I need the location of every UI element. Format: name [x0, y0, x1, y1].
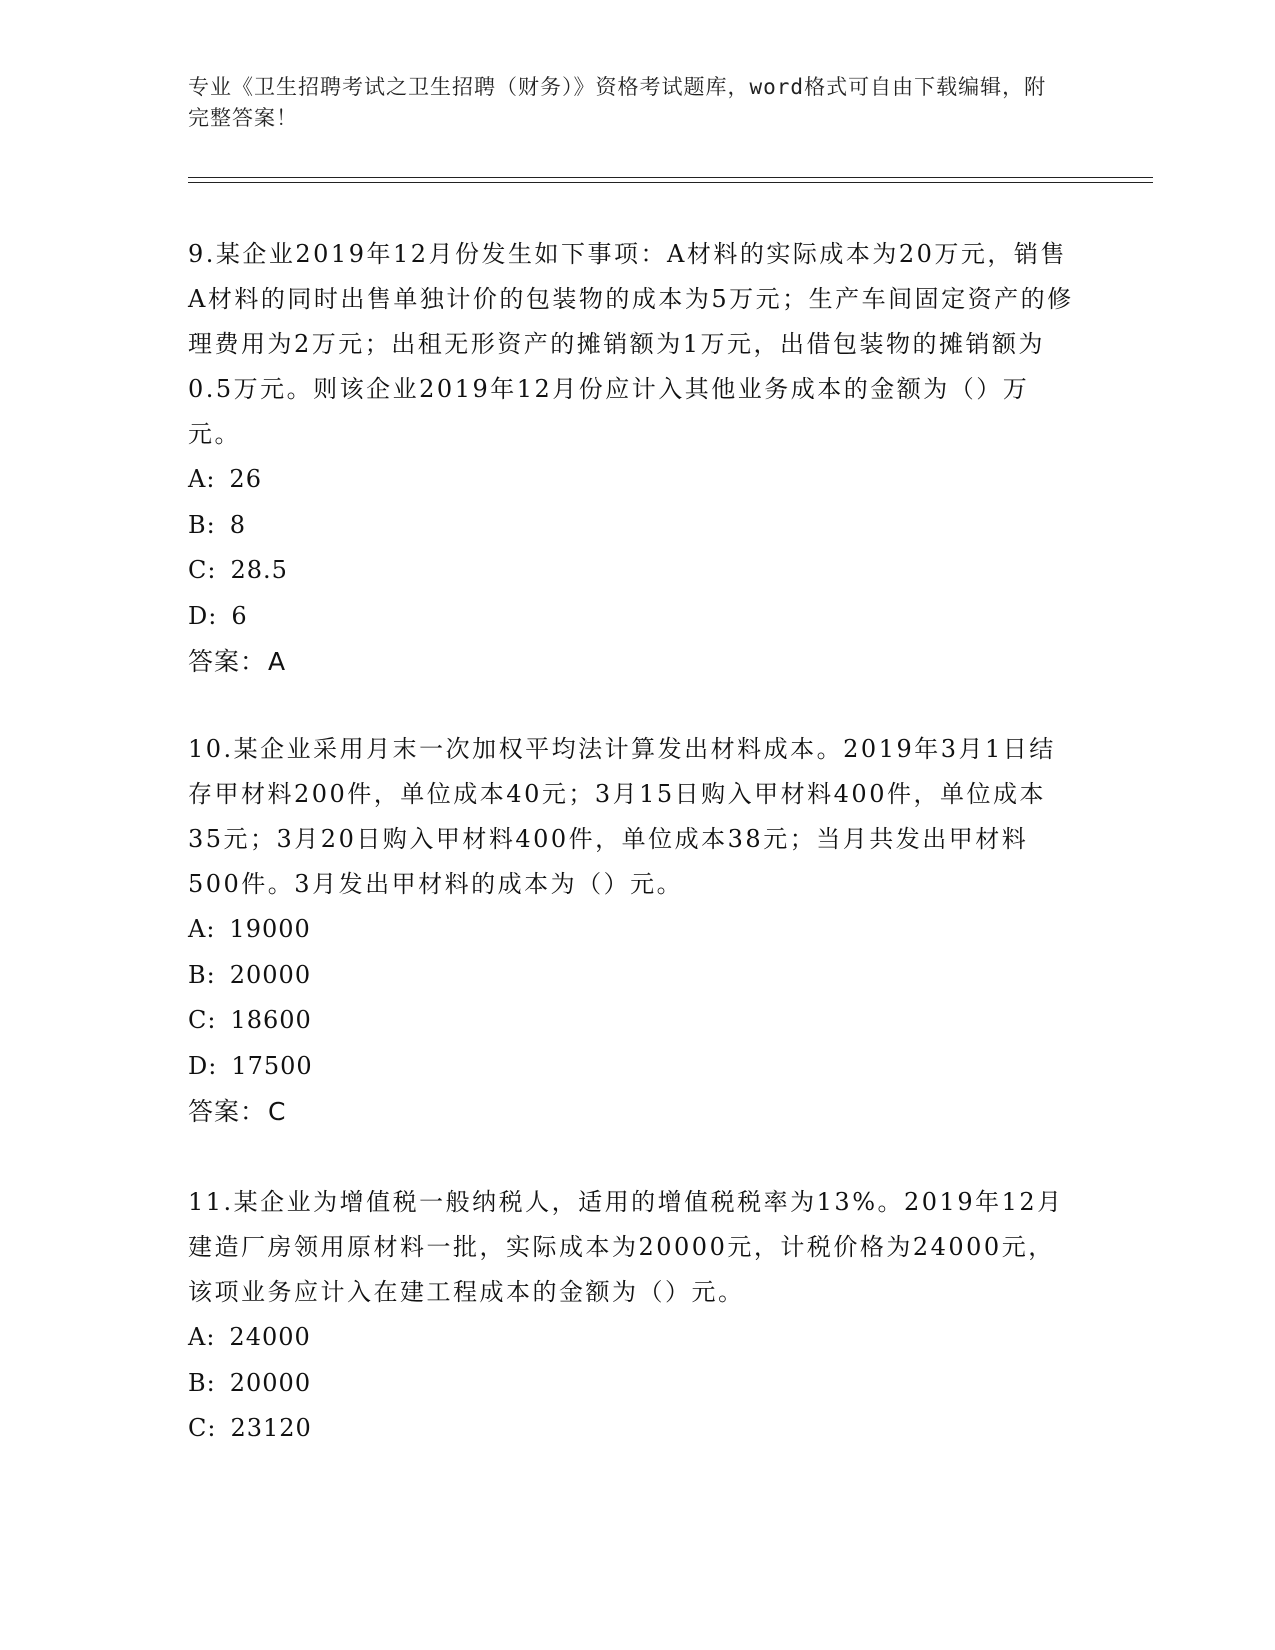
question-11 [188, 1180, 1078, 1452]
question-text: 11.某企业为增值税一般纳税人，适用的增值税税率为13%。2019年12月建造厂房领用原材料一批，实际成本为20000元，计税价格为24000元，该项业务应计入在建工程成本的金额为（）元。 [188, 1188, 1064, 1306]
option-c [188, 1406, 1078, 1452]
option-b [188, 503, 1078, 549]
option-label: C: [188, 1006, 217, 1034]
option-label: A: [188, 1323, 216, 1351]
question-9 [188, 232, 1078, 684]
option-value: 28.5 [230, 556, 288, 584]
option-label: A: [188, 915, 216, 943]
question-text: 9.某企业2019年12月份发生如下事项：A材料的实际成本为20万元，销售A材料的同时出售单独计价的包装物的成本为5万元；生产车间固定资产的修理费用为2万元；出租无形资产的摊销额为1万元，出借包装物的摊销额为0.5万元。则该企业2019年12月份应计入其他业务成本的金额为（）万元。 [188, 240, 1074, 448]
option-label: C: [188, 1414, 217, 1442]
header-divider-top [188, 177, 1153, 178]
header-intro: 专业《卫生招聘考试之卫生招聘（财务）》资格考试题库，word格式可自由下载编辑，附完整答案！ [188, 75, 1047, 130]
option-a [188, 457, 1078, 503]
answer-label: 答案： [188, 1097, 267, 1126]
option-label: D: [188, 601, 218, 630]
option-label: A: [188, 465, 216, 493]
option-a [188, 1315, 1078, 1361]
option-value: 24000 [229, 1323, 311, 1351]
option-label: B: [188, 960, 216, 989]
option-label: B: [188, 1368, 216, 1397]
option-a [188, 907, 1078, 953]
option-value: 18600 [230, 1006, 312, 1034]
answer-line [188, 1089, 1078, 1134]
option-d [188, 1044, 1078, 1090]
option-list [188, 907, 1078, 1089]
option-c [188, 998, 1078, 1044]
option-label: C: [188, 556, 217, 584]
option-b [188, 1361, 1078, 1407]
answer-value: C [268, 1097, 287, 1126]
option-list [188, 1315, 1078, 1452]
option-value: 20000 [229, 1368, 312, 1397]
option-d [188, 594, 1078, 640]
question-text: 10.某企业采用月末一次加权平均法计算发出材料成本。2019年3月1日结存甲材料200件，单位成本40元；3月15日购入甲材料400件，单位成本35元；3月20日购入甲材料400件，单位成本38元；当月共发出甲材料500件。3月发出甲材料的成本为（）元。 [188, 735, 1056, 898]
option-value: 17500 [231, 1051, 313, 1080]
option-value: 26 [229, 465, 262, 493]
option-b [188, 953, 1078, 999]
question-10 [188, 727, 1078, 1134]
option-value: 19000 [229, 915, 311, 943]
answer-label: 答案： [188, 647, 267, 676]
answer-line [188, 639, 1078, 684]
header-divider-bottom [188, 182, 1153, 183]
option-c [188, 548, 1078, 594]
option-value: 6 [231, 601, 248, 630]
answer-value: A [268, 647, 287, 676]
option-label: D: [188, 1051, 218, 1080]
option-list [188, 457, 1078, 639]
option-label: B: [188, 510, 216, 539]
option-value: 23120 [230, 1414, 312, 1442]
option-value: 20000 [229, 960, 312, 989]
option-value: 8 [229, 510, 247, 539]
